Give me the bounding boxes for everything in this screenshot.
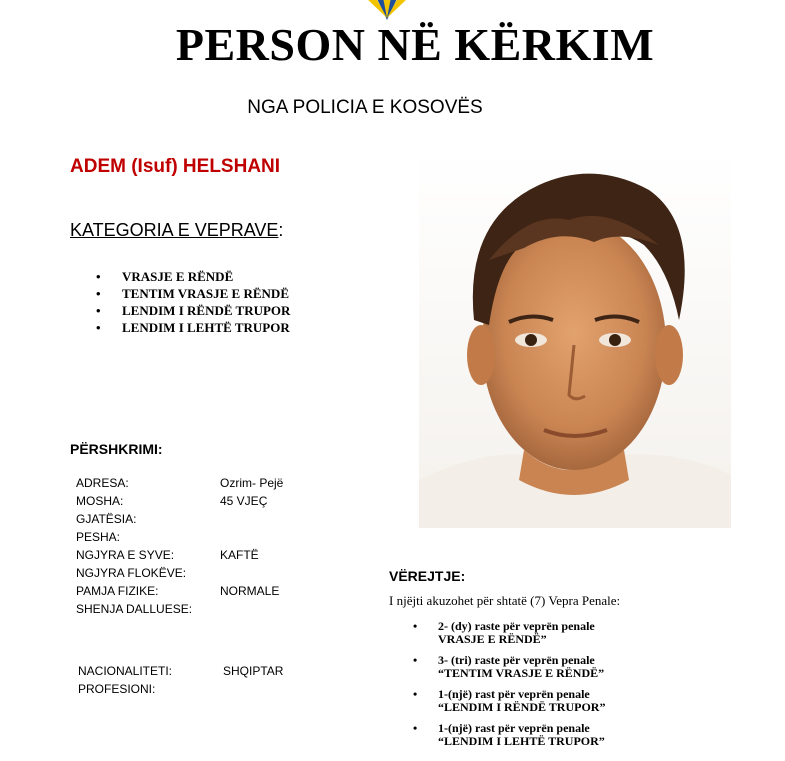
appearance-label: PAMJA FIZIKE: bbox=[76, 584, 159, 598]
remark-offense-line: “TENTIM VRASJE E RËNDË” bbox=[438, 666, 605, 680]
weight-label: PESHA: bbox=[76, 530, 121, 544]
remark-offense-line: “LENDIM I LEHTË TRUPOR” bbox=[438, 734, 605, 748]
page-title: PERSON NË KËRKIM bbox=[175, 19, 655, 70]
remark-count-line: • 1-(një) rast për veprën penale bbox=[438, 687, 590, 701]
remarks-list bbox=[413, 620, 605, 756]
eye-color-value: KAFTË bbox=[220, 548, 259, 562]
categories-heading-colon: : bbox=[278, 220, 284, 240]
remark-item bbox=[413, 722, 605, 748]
nationality-value: SHQIPTAR bbox=[223, 664, 284, 678]
remark-item bbox=[413, 688, 605, 714]
age-value: 45 VJEÇ bbox=[220, 494, 268, 508]
category-item: • LENDIM I LEHTË TRUPOR bbox=[96, 319, 290, 336]
remarks-heading: VËREJTJE: bbox=[389, 568, 466, 584]
profession-label: PROFESIONI: bbox=[78, 682, 156, 696]
remark-count-line: • 3- (tri) raste për veprën penale bbox=[438, 653, 595, 667]
remarks-intro: I njëjti akuzohet për shtatë (7) Vepra Penale: bbox=[389, 593, 621, 608]
description-heading: PËRSHKRIMI: bbox=[70, 441, 163, 457]
appearance-value: NORMALE bbox=[220, 584, 280, 598]
category-item: • VRASJE E RËNDË bbox=[96, 268, 290, 285]
category-item: • TENTIM VRASJE E RËNDË bbox=[96, 285, 290, 302]
page-subtitle: NGA POLICIA E KOSOVËS bbox=[247, 97, 483, 118]
address-label: ADRESA: bbox=[76, 476, 129, 490]
categories-heading bbox=[70, 220, 283, 241]
remark-offense-line: “LENDIM I RËNDË TRUPOR” bbox=[438, 700, 606, 714]
address-value: Ozrim- Pejë bbox=[220, 476, 284, 490]
height-label: GJATËSIA: bbox=[76, 512, 137, 526]
categories-list bbox=[96, 268, 290, 336]
categories-heading-text: KATEGORIA E VEPRAVE bbox=[70, 220, 279, 240]
age-label: MOSHA: bbox=[76, 494, 124, 508]
nationality-label: NACIONALITETI: bbox=[78, 664, 173, 678]
remark-count-line: • 1-(një) rast për veprën penale bbox=[438, 721, 590, 735]
remark-item bbox=[413, 654, 605, 680]
suspect-photo bbox=[419, 150, 731, 528]
remark-offense-line: VRASJE E RËNDË” bbox=[438, 632, 547, 646]
police-emblem-icon bbox=[352, 0, 422, 20]
hair-color-label: NGJYRA FLOKËVE: bbox=[76, 566, 187, 580]
eye-color-label: NGJYRA E SYVE: bbox=[76, 548, 175, 562]
category-item: • LENDIM I RËNDË TRUPOR bbox=[96, 302, 290, 319]
distinguishing-marks-label: SHENJA DALLUESE: bbox=[76, 602, 193, 616]
wanted-person-name: ADEM (Isuf) HELSHANI bbox=[70, 156, 281, 177]
remark-count-line: • 2- (dy) raste për veprën penale bbox=[438, 619, 595, 633]
remark-item bbox=[413, 620, 605, 646]
